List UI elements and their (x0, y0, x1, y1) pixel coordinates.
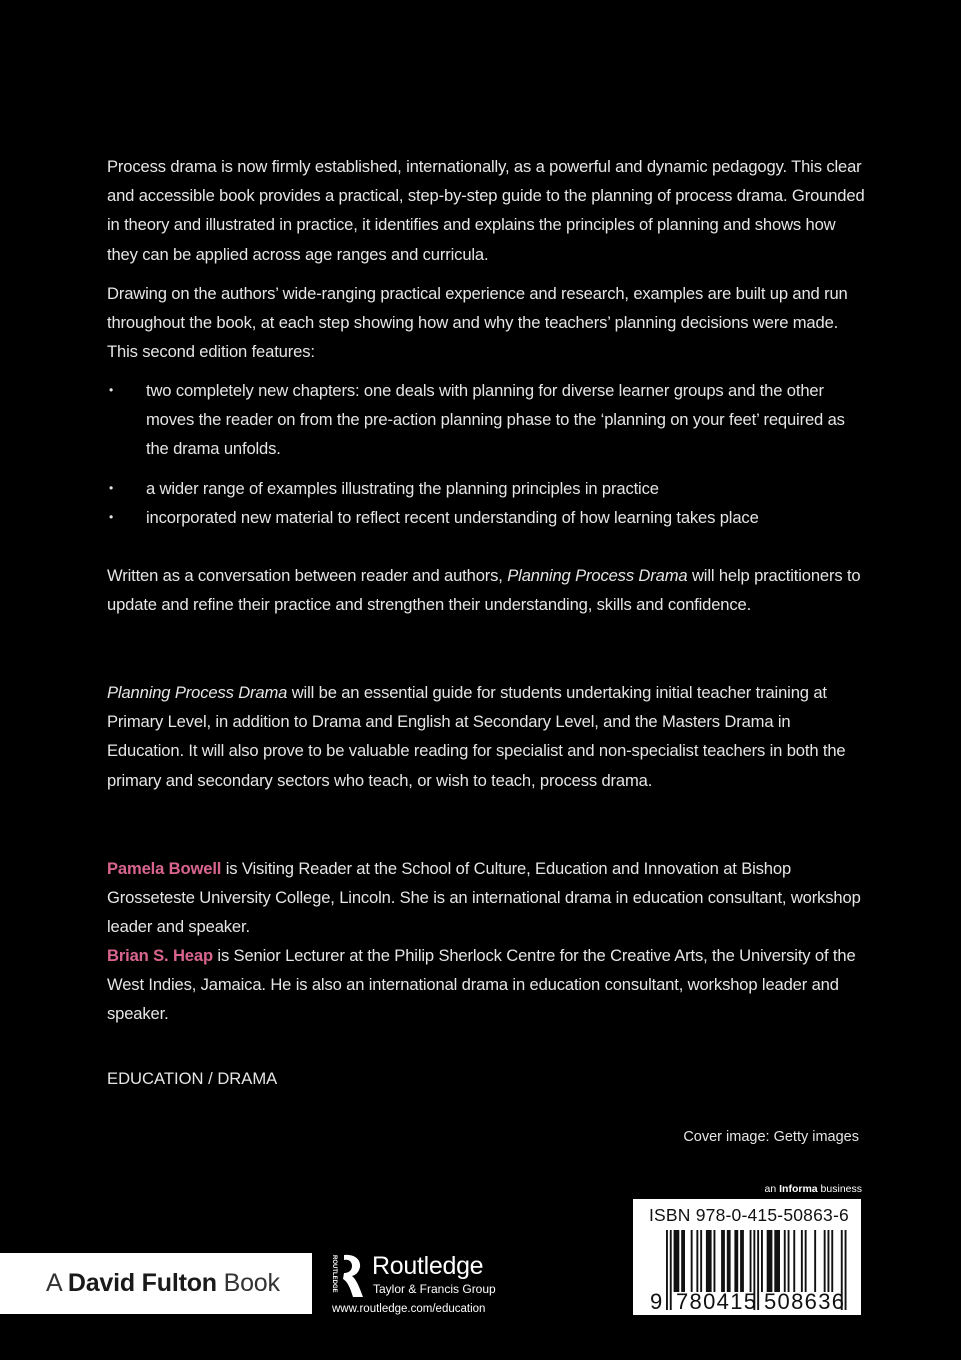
author-bio-2: Brian S. Heap is Senior Lecturer at the Philip Sherlock Centre for the Creative Arts, the University of the West Indies, Jamaica. He is also an international drama in education consultant, workshop leader and speaker. (107, 946, 856, 1024)
barcode-bar (734, 1230, 738, 1292)
barcode-guard-bar (845, 1230, 847, 1310)
barcode-bar (706, 1230, 712, 1292)
isbn-label: ISBN 978-0-415-50863-6 (649, 1205, 849, 1225)
barcode-bar (681, 1230, 685, 1292)
description-paragraph-2: Drawing on the authors’ wide-ranging practical experience and research, examples are built up and run throughout the book, at each step showing how and why the teachers’ planning decisions were made. This second edition features: (107, 284, 848, 362)
barcode-bar (767, 1230, 773, 1292)
barcode-bar (788, 1230, 790, 1292)
isbn-barcode-box (633, 1199, 861, 1315)
feature-item: • incorporated new material to reflect recent understanding of how learning takes place (107, 503, 867, 532)
feature-item: • a wider range of examples illustrating the planning principles in practice (107, 474, 867, 503)
features-list (107, 376, 867, 532)
feature-item: • two completely new chapters: one deals with planning for diverse learner groups and the other moves the reader on from the pre-action planning phase to the ‘planning on your feet’ required as the drama unfolds. (107, 376, 867, 464)
barcode-bar (814, 1230, 816, 1292)
subject-category: EDUCATION / DRAMA (107, 1069, 278, 1088)
author-name: Brian S. Heap (107, 946, 213, 965)
barcode-bar (831, 1230, 833, 1292)
barcode-bar (774, 1230, 780, 1292)
description-paragraph-4: Planning Process Drama will be an essential guide for students undertaking initial teacher training at Primary Level, in addition to Drama and English at Secondary Level, and the Masters Drama in Education. It will also prove to be valuable reading for specialist and non-specialist teachers in both the primary and secondary sectors who teach, or wish to teach, process drama. (107, 683, 846, 790)
barcode (633, 1199, 861, 1315)
svg-text:ROUTLEDGE: ROUTLEDGE (331, 1255, 337, 1293)
barcode-digit-first: 9 (650, 1289, 663, 1314)
author-name: Pamela Bowell (107, 859, 222, 878)
barcode-guard-bar (670, 1230, 672, 1310)
barcode-bar (691, 1230, 693, 1292)
publisher-block (330, 1250, 510, 1320)
imprint-name: David Fulton (67, 1269, 217, 1297)
publisher-group: Taylor & Francis Group (373, 1282, 496, 1296)
barcode-bar (700, 1230, 702, 1292)
barcode-bar (721, 1230, 725, 1292)
barcode-bar (714, 1230, 716, 1292)
bullet-icon: • (109, 480, 114, 495)
barcode-bar (740, 1230, 744, 1292)
barcode-bar (793, 1230, 795, 1292)
barcode-bar (828, 1230, 830, 1292)
informa-tagline: an Informa business (764, 1183, 862, 1195)
barcode-bar (801, 1230, 803, 1292)
publisher-name: Routledge (372, 1252, 484, 1280)
barcode-bar (727, 1230, 731, 1292)
barcode-bar (824, 1230, 826, 1292)
author-bio-1: Pamela Bowell is Visiting Reader at the School of Culture, Education and Innovation at Bishop Grosseteste University College, Lincoln. She is an international drama in education consultant, workshop leader and speaker. (107, 859, 861, 937)
description-paragraph-1: Process drama is now firmly established, internationally, as a powerful and dynamic pedagogy. This clear and accessible book provides a practical, step-by-step guide to the planning of process drama. Grounded in theory and illustrated in practice, it identifies and explains the principles of planning and shows how they can be applied across age ranges and curricula. (107, 157, 865, 264)
publisher-url[interactable]: www.routledge.com/education (332, 1303, 486, 1315)
barcode-bar (696, 1230, 698, 1292)
barcode-bar (784, 1230, 786, 1292)
barcode-bar (805, 1230, 807, 1292)
barcode-guard-bar (666, 1230, 668, 1310)
imprint-logo: A David Fulton Book (0, 1253, 312, 1314)
book-title: Planning Process Drama (507, 566, 688, 585)
barcode-bar (761, 1230, 763, 1292)
barcode-bar (674, 1230, 680, 1292)
description-paragraph-3: Written as a conversation between reader and authors, Planning Process Drama will help practitioners to update and refine their practice and strengthen their understanding, skills and confidence. (107, 566, 861, 615)
barcode-digits-right: 508636 (764, 1289, 844, 1314)
routledge-logo-icon (330, 1253, 366, 1299)
book-title: Planning Process Drama (107, 683, 288, 702)
barcode-digits-left: 780415 (676, 1289, 756, 1314)
barcode-guard-bar (757, 1230, 759, 1310)
cover-image-credit: Cover image: Getty images (683, 1129, 859, 1145)
bullet-icon: • (109, 509, 114, 524)
bullet-icon: • (109, 383, 114, 397)
barcode-bar (750, 1230, 752, 1292)
